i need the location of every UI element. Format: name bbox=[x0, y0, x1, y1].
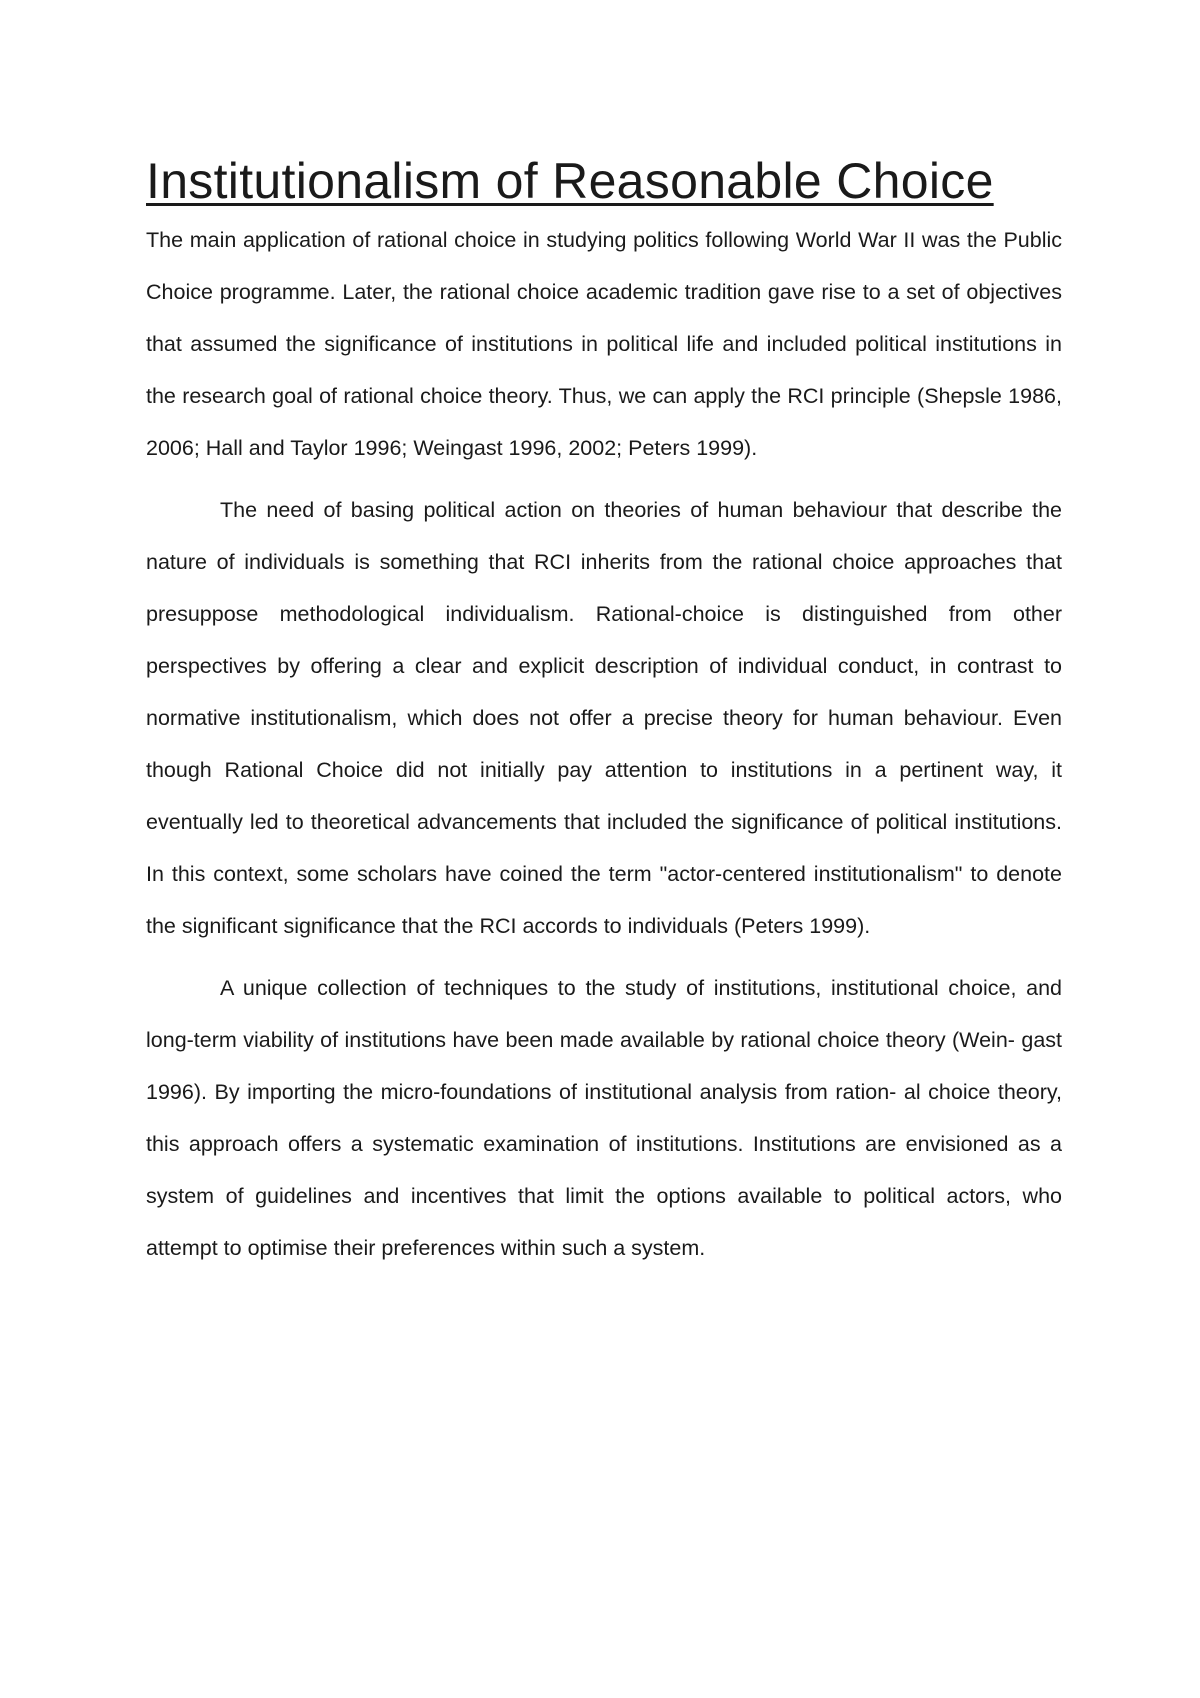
paragraph-1: The main application of rational choice in studying politics following World War II was the Public Choice programme. Later, the rational choice academic tradition gave rise to a set of objectives that assumed the significance of institutions in political life and included political institutions in the research goal of rational choice theory. Thus, we can apply the RCI principle (Shepsle 1986, 2006; Hall and Taylor 1996; Weingast 1996, 2002; Peters 1999). bbox=[146, 228, 1062, 460]
document-body bbox=[146, 150, 1062, 1274]
paragraph-3: A unique collection of techniques to the study of institutions, institutional choice, and long-term viability of institutions have been made available by rational choice theory (Wein- gast 1996). By importing the micro-foundations of institutional analysis from ration- al choice theory, this approach offers a systematic examination of institutions. Institutions are envisioned as a system of guidelines and incentives that limit the options available to political actors, who attempt to optimise their preferences within such a system. bbox=[146, 976, 1062, 1260]
paragraph-2: The need of basing political action on theories of human behaviour that describe the nature of individuals is something that RCI inherits from the rational choice approaches that presuppose methodological individualism. Rational-choice is distinguished from other perspectives by offering a clear and explicit description of individual conduct, in contrast to normative institutionalism, which does not offer a precise theory for human behaviour. Even though Rational Choice did not initially pay attention to institutions in a pertinent way, it eventually led to theoretical advancements that included the significance of political institutions. In this context, some scholars have coined the term "actor-centered institutionalism" to denote the significant significance that the RCI accords to individuals (Peters 1999). bbox=[146, 498, 1062, 938]
document-title: Institutionalism of Reasonable Choice bbox=[146, 153, 994, 209]
